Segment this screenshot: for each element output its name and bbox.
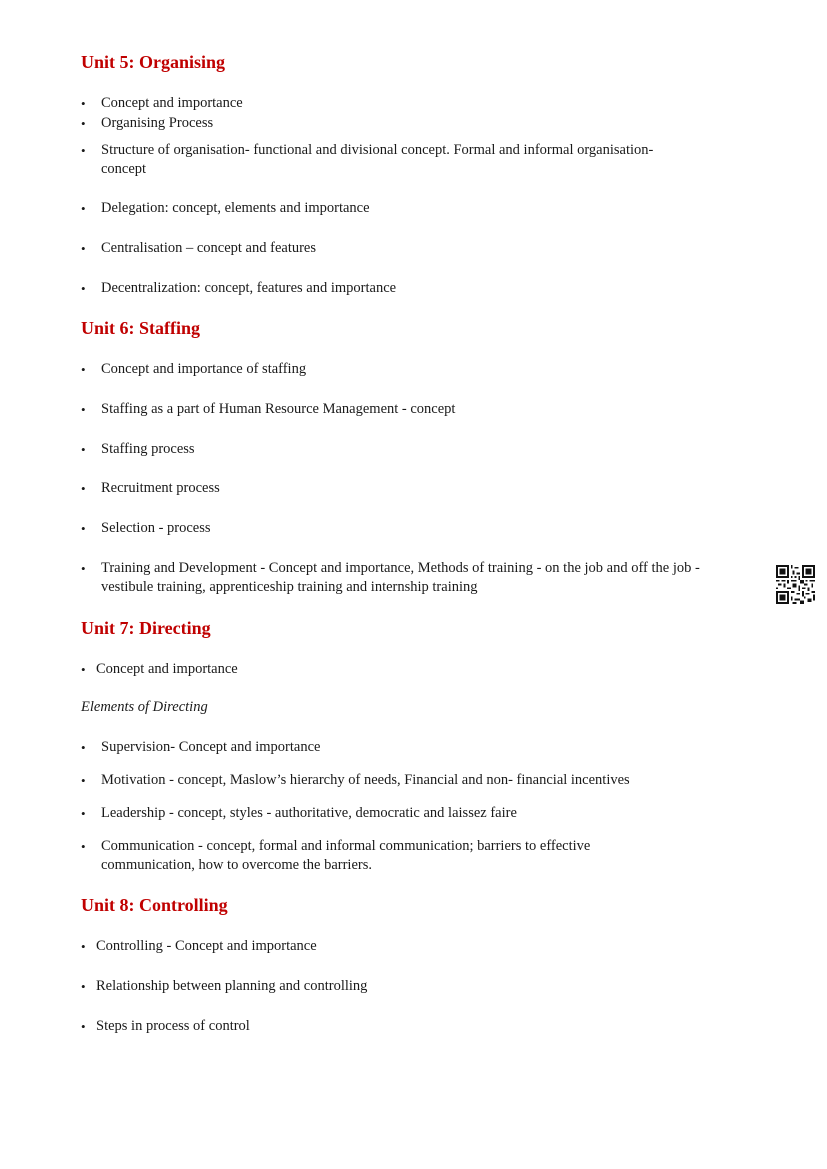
bullet-icon: • [81, 116, 86, 131]
bullet-icon: • [81, 979, 86, 994]
bullet-icon: • [81, 143, 86, 158]
bullet-icon: • [81, 201, 86, 216]
bullet-icon: • [81, 939, 86, 954]
bullet-icon: • [81, 662, 86, 677]
bullet-icon: • [81, 481, 86, 496]
bullet-icon: • [81, 521, 86, 536]
bullet-icon: • [81, 740, 86, 755]
unit-8-heading: Unit 8: Controlling [81, 895, 228, 915]
bullet-icon: • [81, 806, 86, 821]
unit-5-heading: Unit 5: Organising [81, 52, 226, 72]
bullet-icon: • [81, 241, 86, 256]
bullet-icon: • [81, 96, 86, 111]
bullet-icon: • [81, 281, 86, 296]
unit-6-heading: Unit 6: Staffing [81, 318, 201, 338]
subheading-elements-of-directing: Elements of Directing [81, 699, 208, 715]
bullet-icon: • [81, 1019, 86, 1034]
bullet-icon: • [81, 402, 86, 417]
bullet-icon: • [81, 442, 86, 457]
unit-7-heading: Unit 7: Directing [81, 618, 211, 638]
bullet-icon: • [81, 561, 86, 576]
qr-code-icon [776, 565, 815, 604]
bullet-icon: • [81, 773, 86, 788]
bullet-icon: • [81, 362, 86, 377]
bullet-icon: • [81, 839, 86, 854]
